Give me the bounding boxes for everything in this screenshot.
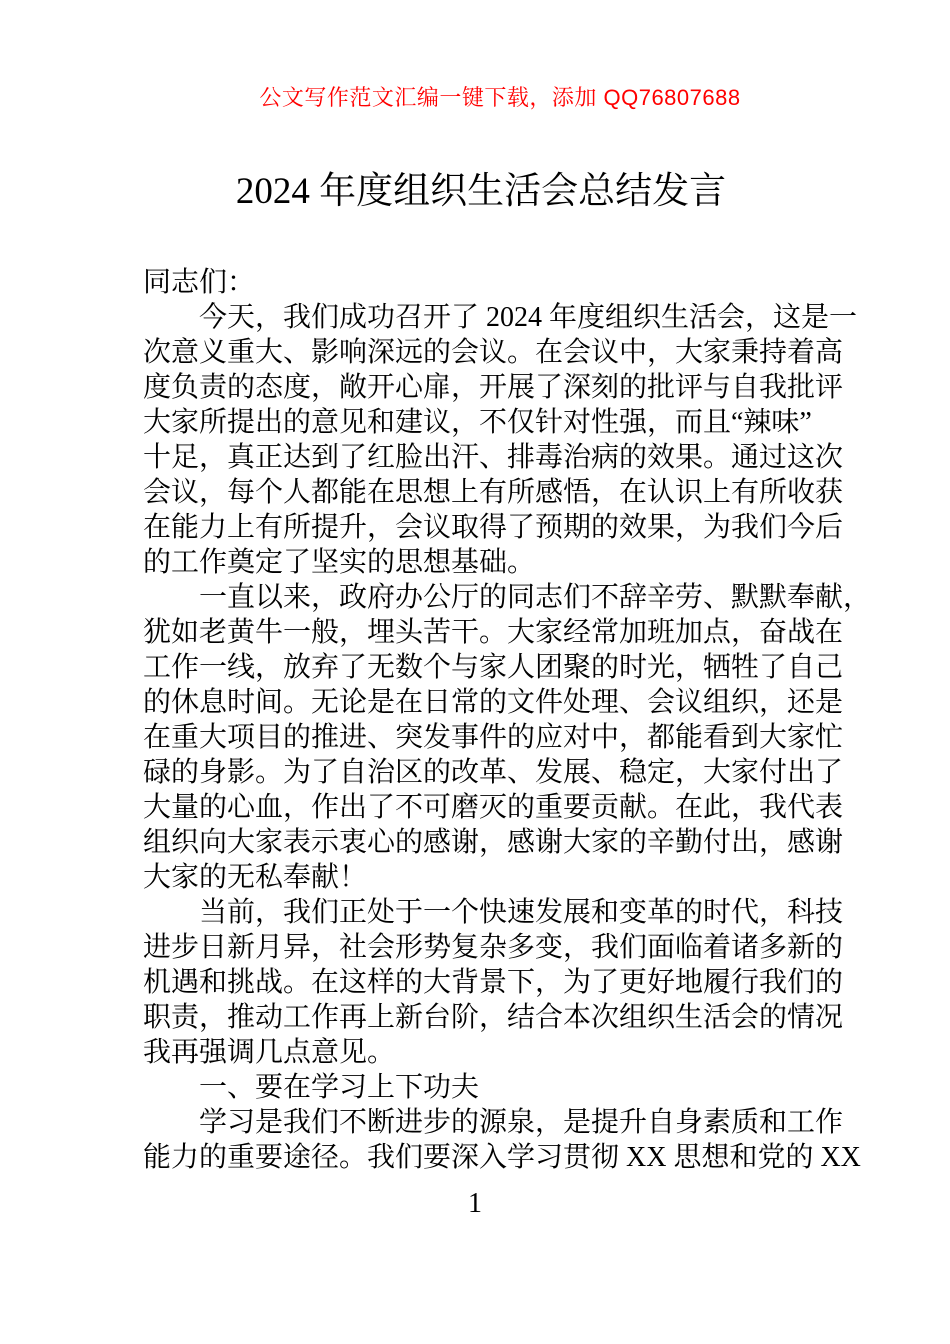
body-line: 工作一线，放弃了无数个与家人团聚的时光，牺牲了自己	[143, 652, 844, 683]
body-line: 我再强调几点意见。	[143, 1037, 396, 1068]
body-line: 机遇和挑战。在这样的大背景下，为了更好地履行我们的	[143, 967, 844, 998]
page-number: 1	[468, 1188, 482, 1219]
body-line: 学习是我们不断进步的源泉，是提升自身素质和工作	[143, 1107, 844, 1138]
body-line: 在能力上有所提升，会议取得了预期的效果，为我们今后	[143, 512, 844, 543]
body-line: 大家所提出的意见和建议，不仅针对性强，而且“辣味”	[143, 407, 812, 438]
body-line: 能力的重要途径。我们要深入学习贯彻 XX 思想和党的 XX	[143, 1142, 861, 1173]
body-line: 犹如老黄牛一般，埋头苦干。大家经常加班加点，奋战在	[143, 617, 844, 648]
body-line: 一、要在学习上下功夫	[143, 1072, 480, 1103]
body-line: 大家的无私奉献！	[143, 862, 368, 893]
body-line: 会议，每个人都能在思想上有所感悟，在认识上有所收获	[143, 477, 844, 508]
body-line: 次意义重大、影响深远的会议。在会议中，大家秉持着高	[143, 337, 844, 368]
body-line: 今天，我们成功召开了 2024 年度组织生活会，这是一	[143, 302, 858, 333]
body-line: 碌的身影。为了自治区的改革、发展、稳定，大家付出了	[143, 757, 844, 788]
body-line: 当前，我们正处于一个快速发展和变革的时代，科技	[143, 897, 844, 928]
document-title: 2024 年度组织生活会总结发言	[235, 171, 727, 212]
header-promo-text: 公文写作范文汇编一键下载，添加 QQ76807688	[259, 85, 741, 110]
body-line: 职责，推动工作再上新台阶，结合本次组织生活会的情况	[143, 1002, 844, 1033]
body-line: 组织向大家表示衷心的感谢，感谢大家的辛勤付出，感谢	[143, 827, 844, 858]
body-line: 一直以来，政府办公厅的同志们不辞辛劳、默默奉献，	[143, 582, 872, 613]
body-line: 的休息时间。无论是在日常的文件处理、会议组织，还是	[143, 687, 844, 718]
body-line: 同志们：	[143, 267, 256, 298]
body-line: 的工作奠定了坚实的思想基础。	[143, 547, 536, 578]
body-line: 十足，真正达到了红脸出汗、排毒治病的效果。通过这次	[143, 442, 844, 473]
body-line: 进步日新月异，社会形势复杂多变，我们面临着诸多新的	[143, 932, 844, 963]
document-body	[143, 265, 872, 1175]
body-line: 在重大项目的推进、突发事件的应对中，都能看到大家忙	[143, 722, 844, 753]
body-line: 大量的心血，作出了不可磨灭的重要贡献。在此，我代表	[143, 792, 844, 823]
body-line: 度负责的态度，敞开心扉，开展了深刻的批评与自我批评	[143, 372, 844, 403]
